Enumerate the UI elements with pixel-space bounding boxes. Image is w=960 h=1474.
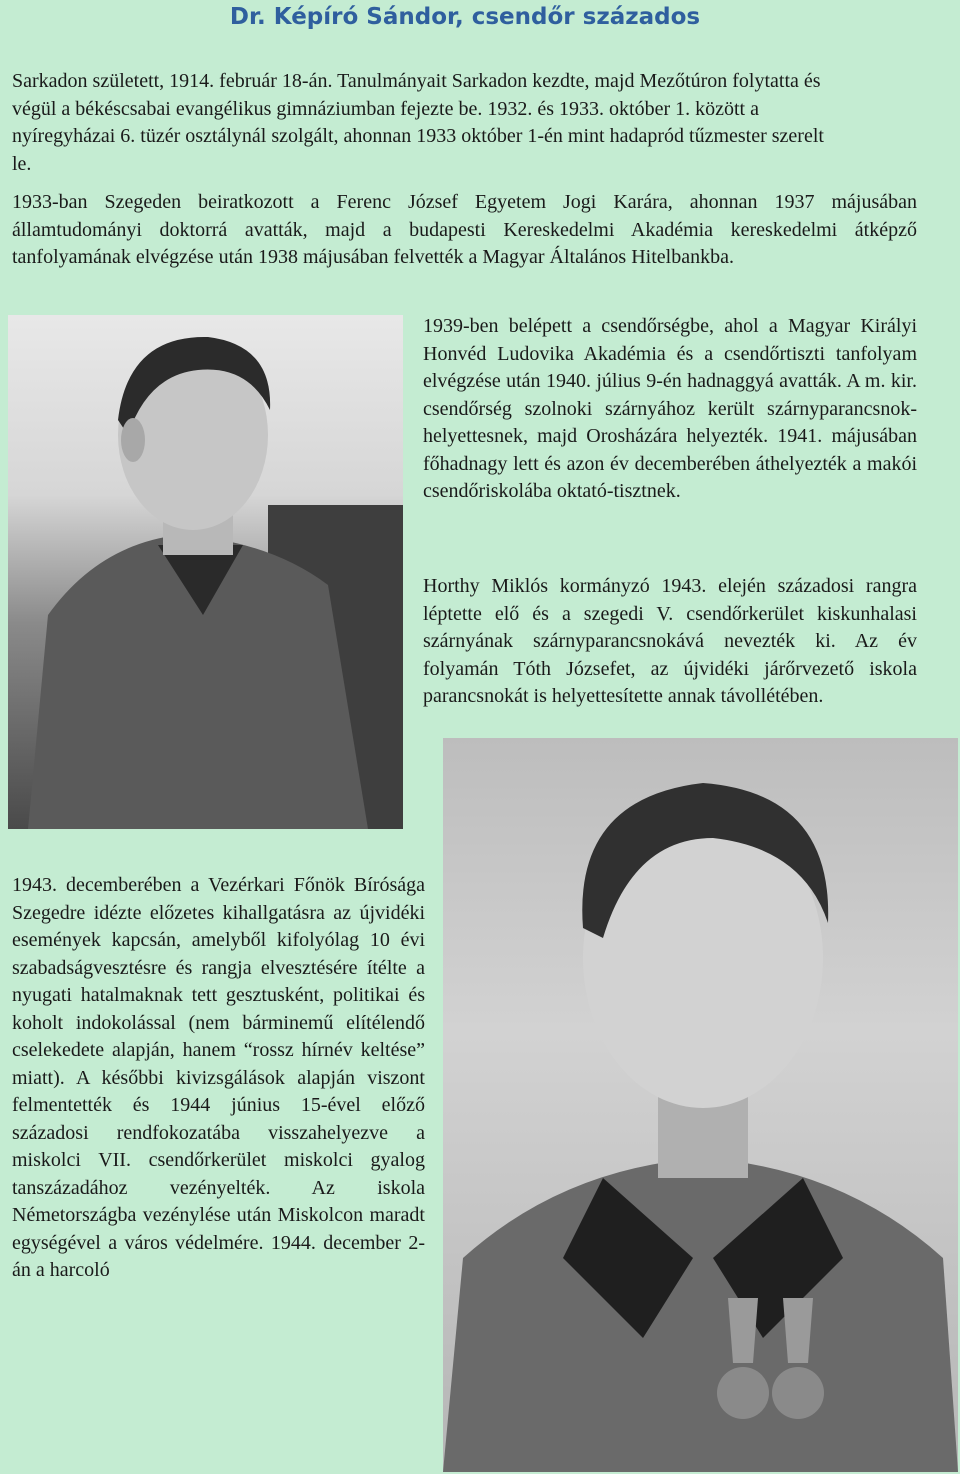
paragraph-trial: 1943. decemberében a Vezérkari Főnök Bírósága Szegedre idézte előzetes kihallgatásra az újvidéki események kapcsán, amelyből kifolyólag 10 évi szabadságvesztésre és rangja elvesztésére ítélte a nyugati hatalmaknak tett gesztusként, politikai és koholt indokolással (nem bárminemű elítélendő cselekedete alapján, hanem “rossz hírnév keltése” miatt). A későbbi kivizsgálások alapján viszont felmentették és 1944 június 15-ével előző századosi rendfokozatába visszahelyezve a miskolci VII. csendőrkerület miskolci gyalog tanszázadához vezényelték. Az iskola Németországba vezénylése után Miskolcon maradt egységével a város védelmére. 1944. december 2-án a harcoló [12, 874, 425, 1281]
page-title: Dr. Képíró Sándor, csendőr százados [229, 4, 701, 30]
paragraph-birth: Sarkadon született, 1914. február 18-án. Tanulmányait Sarkadon kezdte, majd Mezőtúron folytatta és végül a békéscsabai evangélikus gimnáziumban fejezte be. 1932. és 1933. október 1. között a nyíregyházai 6. tüzér osztálynál szolgált, ahonnan 1933 október 1-én mint hadapród tűzmester szerelt le. [12, 70, 824, 175]
portrait-photo-profile [8, 315, 403, 829]
paragraph-promotion: Horthy Miklós kormányzó 1943. elején századosi rangra léptette elő és a szegedi V. csendőrkerület kiskunhalasi szárnyának szárnyparancsnokává nevezték ki. Az év folyamán Tóth Józsefet, az újvidéki járőrvezető iskola parancsnokát is helyettesítette annak távollétében. [423, 575, 917, 707]
paragraph-university: 1933-ban Szegeden beiratkozott a Ferenc József Egyetem Jogi Karára, ahonnan 1937 májusában államtudományi doktorrá avatták, majd a budapesti Kereskedelmi Akadémia kereskedelmi átképző tanfolyamának elvégzése után 1938 májusában felvették a Magyar Általános Hitelbankba. [12, 191, 917, 268]
paragraph-gendarmerie: 1939-ben belépett a csendőrségbe, ahol a Magyar Királyi Honvéd Ludovika Akadémia és a csendőrtiszti tanfolyam elvégzése után 1940. július 9-én hadnaggyá avatták. A m. kir. csendőrség szolnoki szárnyához került szárnyparancsnok-helyettesnek, majd Orosházára helyezték. 1941. májusában főhadnagy lett és azon év decemberében áthelyezték a makói csendőriskolába oktató-tisztnek. [423, 315, 917, 502]
portrait-photo-frontal [443, 738, 958, 1472]
